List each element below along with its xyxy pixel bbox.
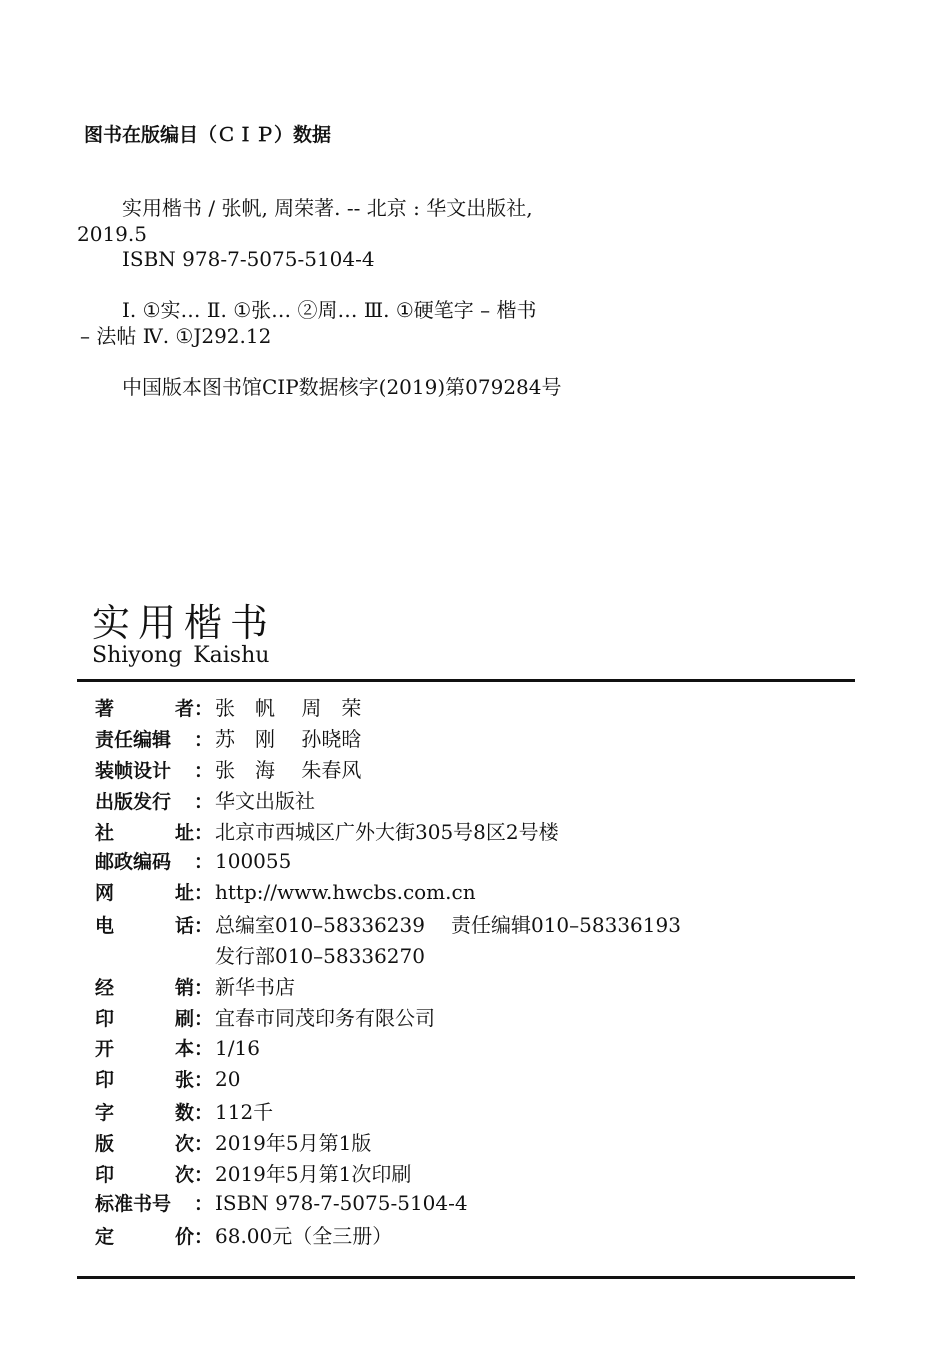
cip-line-date: 2019.5 bbox=[77, 222, 147, 246]
colophon-format: 开 本： 1/16 bbox=[95, 1036, 260, 1060]
colophon-phone: 电 话： 总编室010–58336239 责任编辑010–58336193 bbox=[95, 913, 681, 937]
colophon-sheets: 印 张： 20 bbox=[95, 1067, 241, 1091]
colophon-publisher: 出版发行 ： 华文出版社 bbox=[95, 789, 315, 813]
colophon-designer: 装帧设计 ： 张 海 朱春风 bbox=[95, 758, 362, 782]
top-divider bbox=[77, 679, 855, 682]
cip-heading: 图书在版编目（ＣＩＰ）数据 bbox=[84, 124, 332, 146]
colophon-word-count: 字 数： 112千 bbox=[95, 1100, 274, 1124]
colophon-price: 定 价： 68.00元（全三册） bbox=[95, 1224, 393, 1248]
colophon-address: 社 址： 北京市西城区广外大街305号8区2号楼 bbox=[95, 820, 559, 844]
cip-line-record-number: 中国版本图书馆CIP数据核字(2019)第079284号 bbox=[122, 375, 562, 399]
colophon-printing: 印 次： 2019年5月第1次印刷 bbox=[95, 1162, 412, 1186]
cip-line-classification: Ⅰ. ①实… Ⅱ. ①张… ②周… Ⅲ. ①硬笔字 – 楷书 bbox=[122, 298, 537, 322]
colophon-isbn: 标准书号 ： ISBN 978-7-5075-5104-4 bbox=[95, 1191, 468, 1215]
colophon-postcode: 邮政编码 ： 100055 bbox=[95, 849, 292, 873]
colophon-edition: 版 次： 2019年5月第1版 bbox=[95, 1131, 372, 1155]
cip-line-classification-cont: – 法帖 Ⅳ. ①J292.12 bbox=[80, 324, 272, 348]
colophon-printer: 印 刷： 宜春市同茂印务有限公司 bbox=[95, 1006, 435, 1030]
cip-line-title: 实用楷书 / 张帆, 周荣著. -- 北京 : 华文出版社, bbox=[122, 196, 533, 220]
cip-line-isbn: ISBN 978-7-5075-5104-4 bbox=[122, 247, 375, 271]
colophon-website: 网 址： http://www.hwcbs.com.cn bbox=[95, 880, 476, 904]
colophon-editor: 责任编辑 ： 苏 刚 孙晓晗 bbox=[95, 727, 362, 751]
colophon-distributor: 经 销： 新华书店 bbox=[95, 975, 295, 999]
colophon-phone-cont: 发行部010–58336270 bbox=[215, 944, 425, 968]
book-title-pinyin: Shiyong Kaishu bbox=[92, 643, 270, 668]
colophon-author: 著 者： 张 帆 周 荣 bbox=[95, 696, 362, 720]
bottom-divider bbox=[77, 1276, 855, 1279]
book-title: 实用楷书 bbox=[92, 601, 277, 645]
